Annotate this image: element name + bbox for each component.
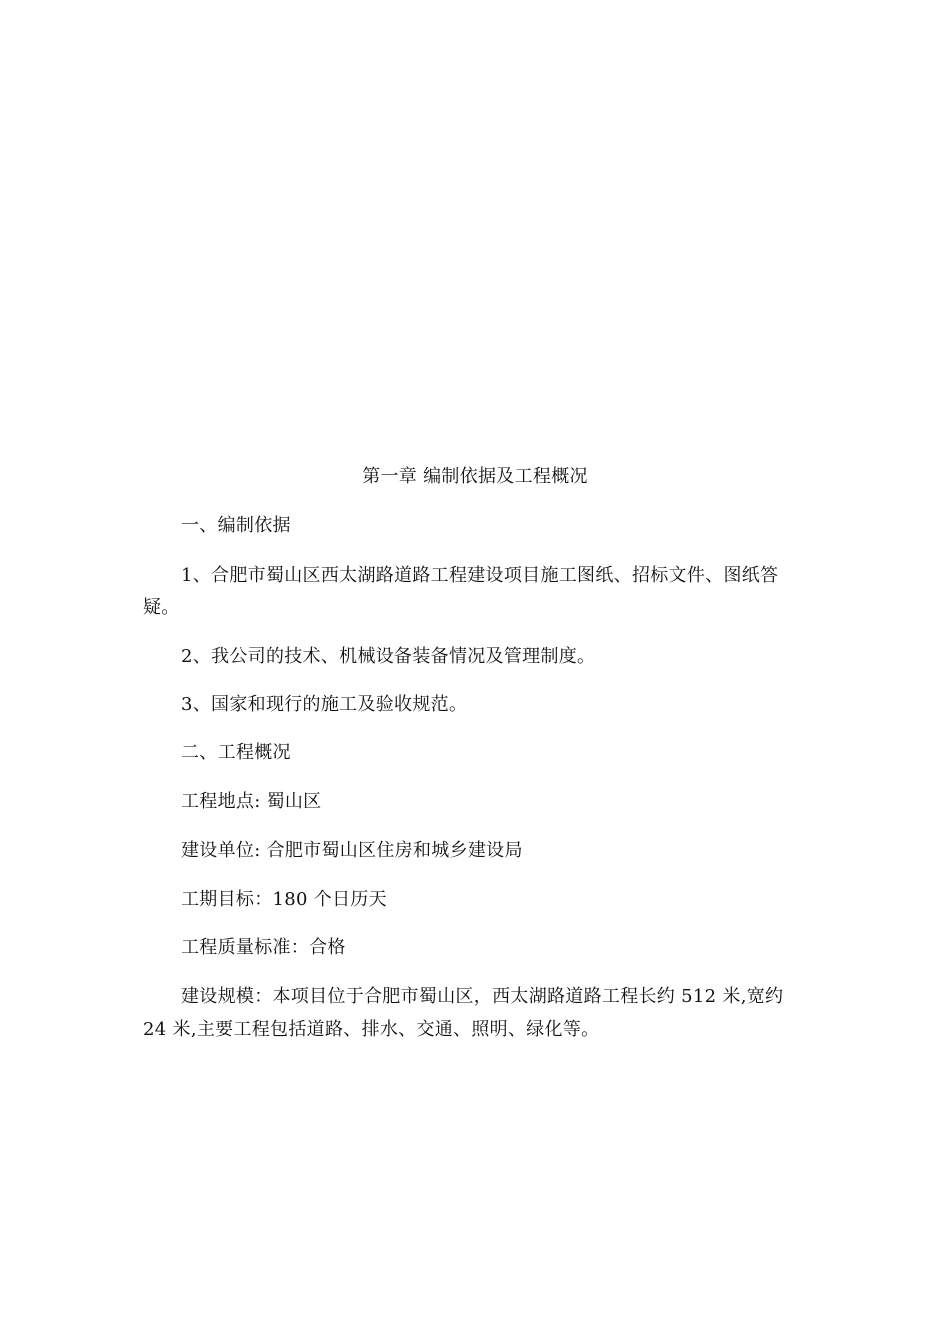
overview-quality: 工程质量标准：合格 [181, 937, 346, 958]
section-heading-basis: 一、编制依据 [181, 515, 291, 536]
chapter-title: 第一章 编制依据及工程概况 [362, 466, 588, 487]
overview-scale-line-1: 建设规模：本项目位于合肥市蜀山区，西太湖路道路工程长约 512 米,宽约 [181, 986, 784, 1007]
basis-item-1-line-1: 1、合肥市蜀山区西太湖路道路工程建设项目施工图纸、招标文件、图纸答 [181, 565, 779, 586]
section-heading-overview: 二、工程概况 [181, 742, 291, 763]
basis-item-1-line-2: 疑。 [143, 597, 180, 618]
overview-owner: 建设单位: 合肥市蜀山区住房和城乡建设局 [181, 840, 523, 861]
overview-duration: 工期目标：180 个日历天 [181, 889, 387, 910]
basis-item-3: 3、国家和现行的施工及验收规范。 [181, 694, 468, 715]
overview-location: 工程地点: 蜀山区 [181, 791, 322, 812]
overview-scale-line-2: 24 米,主要工程包括道路、排水、交通、照明、绿化等。 [143, 1019, 600, 1040]
basis-item-2: 2、我公司的技术、机械设备装备情况及管理制度。 [181, 646, 596, 667]
